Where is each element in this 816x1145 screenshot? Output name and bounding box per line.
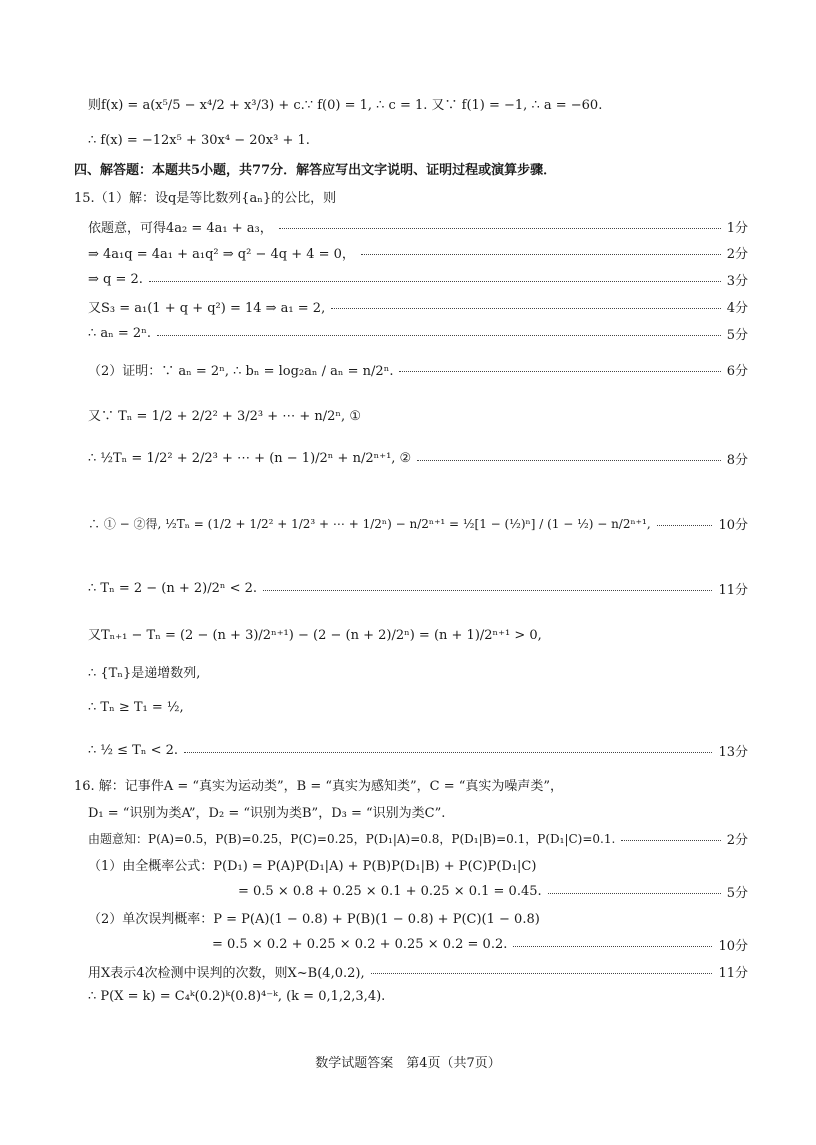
answer-text: ∴ Tₙ = 2 − (n + 2)/2ⁿ < 2. [88, 581, 258, 596]
score-label: 10分 [718, 939, 748, 954]
answer-line [88, 700, 748, 715]
score-label: 2分 [726, 833, 748, 848]
answer-line [88, 855, 748, 874]
answer-text: （2）单次误判概率：P = P(A)(1 − 0.8) + P(B)(1 − 0.8) + P(C)(1 − 0.8) [88, 912, 540, 927]
answer-line [88, 243, 748, 262]
answer-text: = 0.5 × 0.2 + 0.25 × 0.2 + 0.25 × 0.2 = 0.2. [212, 937, 508, 952]
score-label: 3分 [726, 274, 748, 289]
leader-dots [361, 254, 721, 255]
answer-text: = 0.5 × 0.8 + 0.25 × 0.1 + 0.25 × 0.1 = 0.45. [238, 884, 542, 899]
answer-text: 则f(x) = a(x⁵/5 − x⁴/2 + x³/3) + c.∵ f(0) = 1, ∴ c = 1. 又∵ f(1) = −1, ∴ a = −60. [88, 98, 603, 113]
leader-dots [331, 308, 721, 309]
leader-dots [157, 335, 721, 336]
leader-dots [548, 893, 721, 894]
answer-text: 又Tₙ₊₁ − Tₙ = (2 − (n + 3)/2ⁿ⁺¹) − (2 − (n + 2)/2ⁿ) = (n + 1)/2ⁿ⁺¹ > 0, [88, 628, 542, 643]
answer-line [88, 360, 748, 379]
question-15-heading [74, 187, 734, 206]
answer-text: ⇒ q = 2. [88, 272, 143, 287]
answer-text: ∴ Tₙ ≥ T₁ = ½, [88, 700, 184, 715]
answer-line [88, 962, 748, 981]
answer-text: 用X表示4次检测中误判的次数，则X~B(4,0.2), [88, 966, 365, 981]
score-label: 5分 [726, 328, 748, 343]
answer-text: （1）由全概率公式：P(D₁) = P(A)P(D₁|A) + P(B)P(D₁|B) + P(C)P(D₁|C) [88, 859, 537, 874]
answer-text: D₁ = “识别为类A”，D₂ = “识别为类B”，D₃ = “识别为类C”. [88, 806, 446, 821]
score-label: 4分 [726, 301, 748, 316]
score-label: 13分 [718, 745, 748, 760]
score-label: 8分 [726, 453, 748, 468]
question-16-heading [74, 775, 734, 794]
leader-dots [621, 840, 720, 841]
leader-dots [263, 590, 712, 591]
answer-line [88, 324, 748, 343]
answer-line [88, 802, 748, 821]
leader-dots [371, 973, 713, 974]
answer-line [88, 217, 748, 236]
score-label: 2分 [726, 247, 748, 262]
leader-dots [184, 752, 712, 753]
score-label: 5分 [726, 886, 748, 901]
answer-text: 16. 解：记事件A = “真实为运动类”，B = “真实为感知类”，C = “真实为噪声类”， [74, 779, 564, 794]
answer-text: ⇒ 4a₁q = 4a₁ + a₁q² ⇒ q² − 4q + 4 = 0， [88, 247, 355, 262]
leader-dots [657, 525, 713, 526]
section-heading-text: 四、解答题：本题共5小题，共77分．解答应写出文字说明、证明过程或演算步骤． [74, 163, 557, 178]
answer-line [88, 94, 748, 113]
answer-text: 又∵ Tₙ = 1/2 + 2/2² + 3/2³ + ⋯ + n/2ⁿ, ① [88, 409, 361, 424]
answer-text: ∴ ½ ≤ Tₙ < 2. [88, 743, 179, 758]
score-label: 1分 [726, 221, 748, 236]
answer-text: 又S₃ = a₁(1 + q + q²) = 14 ⇒ a₁ = 2, [88, 301, 326, 316]
answer-line [88, 908, 748, 927]
answer-line [88, 405, 748, 424]
score-label: 6分 [726, 364, 748, 379]
answer-line [88, 662, 748, 681]
answer-text: ∴ P(X = k) = C₄ᵏ(0.2)ᵏ(0.8)⁴⁻ᵏ, (k = 0,1,2,3,4). [88, 989, 386, 1004]
score-label: 11分 [718, 966, 748, 981]
answer-text: ∴ {Tₙ}是递增数列, [88, 666, 201, 681]
answer-line [88, 514, 748, 533]
answer-line [88, 449, 748, 468]
score-label: 10分 [718, 518, 748, 533]
answer-text: ∴ ① − ②得, ½Tₙ = (1/2 + 1/2² + 1/2³ + ⋯ + 1/2ⁿ) − n/2ⁿ⁺¹ = ½[1 − (½)ⁿ] / (1 − ½) − n/2ⁿ⁺¹, [88, 517, 651, 531]
answer-line [238, 882, 748, 901]
answer-text: 15.（1）解：设q是等比数列{aₙ}的公比，则 [74, 191, 337, 206]
leader-dots [279, 228, 721, 229]
page-footer: 数学试题答案 第4页（共7页） [315, 1056, 501, 1071]
answer-text: ∴ ½Tₙ = 1/2² + 2/2³ + ⋯ + (n − 1)/2ⁿ + n/2ⁿ⁺¹, ② [88, 451, 412, 466]
answer-text: ∴ aₙ = 2ⁿ. [88, 326, 151, 341]
answer-text: （2）证明：∵ aₙ = 2ⁿ, ∴ bₙ = log₂aₙ / aₙ = n/2ⁿ. [88, 364, 394, 379]
leader-dots [149, 281, 721, 282]
answer-line [88, 989, 748, 1004]
answer-line [88, 829, 748, 848]
answer-line [88, 270, 748, 289]
leader-dots [399, 371, 720, 372]
answer-line [212, 935, 748, 954]
leader-dots [417, 460, 721, 461]
answer-text: 由题意知：P(A)=0.5，P(B)=0.25，P(C)=0.25，P(D₁|A)=0.8，P(D₁|B)=0.1，P(D₁|C)=0.1. [88, 832, 616, 846]
answer-line [88, 624, 748, 643]
score-label: 11分 [718, 583, 748, 598]
answer-line [88, 133, 748, 148]
leader-dots [513, 946, 712, 947]
answer-line [88, 297, 748, 316]
section-heading [74, 159, 734, 178]
answer-line [88, 579, 748, 598]
answer-text: ∴ f(x) = −12x⁵ + 30x⁴ − 20x³ + 1. [88, 133, 310, 148]
answer-line [88, 741, 748, 760]
answer-text: 依题意，可得4a₂ = 4a₁ + a₃， [88, 221, 273, 236]
